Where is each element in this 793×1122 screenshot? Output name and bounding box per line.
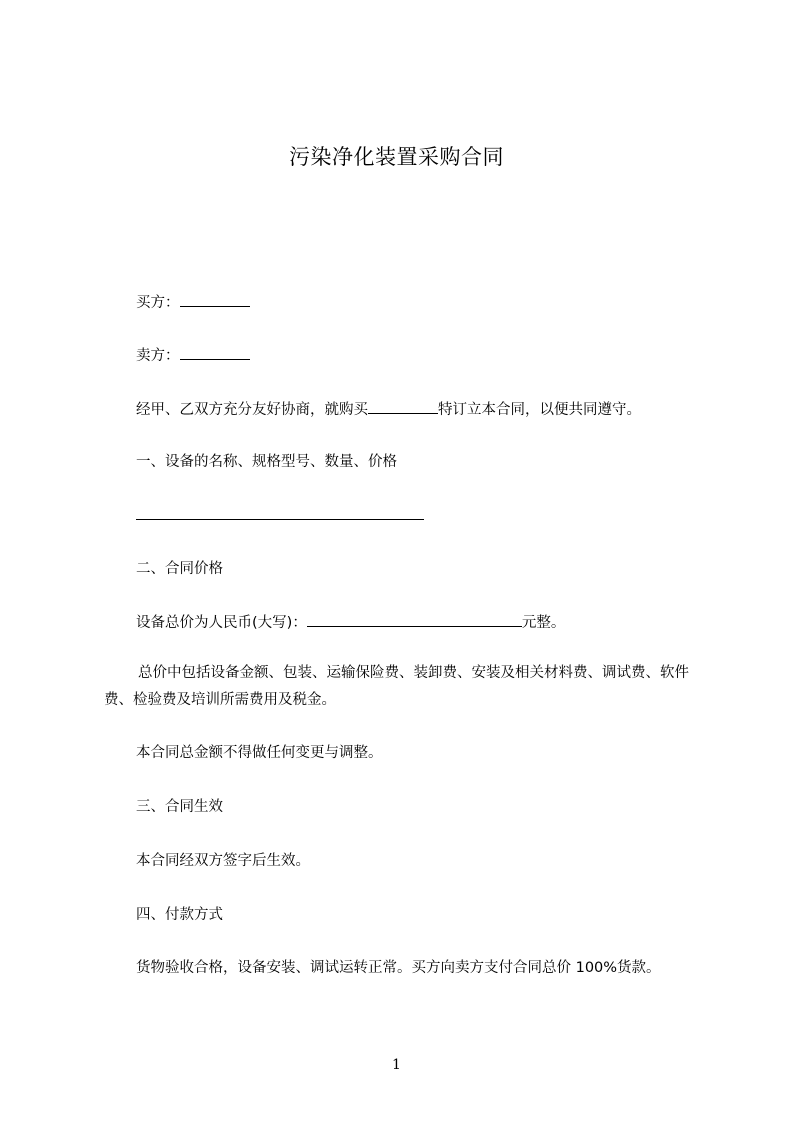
price-prefix: 设备总价为人民币(大写)： xyxy=(136,615,307,631)
effective-text: 本合同经双方签字后生效。 xyxy=(136,853,310,869)
section-3-heading: 三、合同生效 xyxy=(136,799,223,815)
buyer-line xyxy=(136,291,250,314)
section-4-heading: 四、付款方式 xyxy=(136,907,223,923)
seller-blank[interactable] xyxy=(180,344,250,360)
seller-line xyxy=(136,344,250,367)
price-line xyxy=(136,611,565,634)
buyer-label: 买方： xyxy=(136,295,180,311)
section-2-heading: 二、合同价格 xyxy=(136,561,223,577)
section-1-heading: 一、设备的名称、规格型号、数量、价格 xyxy=(136,454,397,470)
price-amount-blank[interactable] xyxy=(307,611,522,627)
seller-label: 卖方： xyxy=(136,348,180,364)
payment-text: 货物验收合格，设备安装、调试运转正常。买方向卖方支付合同总价 100%货款。 xyxy=(136,960,661,976)
purchase-item-blank[interactable] xyxy=(368,398,438,414)
buyer-blank[interactable] xyxy=(180,291,250,307)
intro-prefix: 经甲、乙双方充分友好协商，就购买 xyxy=(136,402,368,418)
price-suffix: 元整。 xyxy=(521,615,566,631)
price-fixed-text: 本合同总金额不得做任何变更与调整。 xyxy=(136,745,383,761)
page-title: 污染净化装置采购合同 xyxy=(289,145,504,169)
page-number: 1 xyxy=(392,1057,401,1073)
intro-suffix: 特订立本合同，以便共同遵守。 xyxy=(438,402,641,418)
intro-line xyxy=(136,398,641,421)
equipment-list-blank[interactable] xyxy=(136,519,424,520)
price-includes-paragraph: 总价中包括设备金额、包装、运输保险费、装卸费、安装及相关材料费、调试费、软件费、检验费及培训所需费用及税金。 xyxy=(104,665,689,708)
